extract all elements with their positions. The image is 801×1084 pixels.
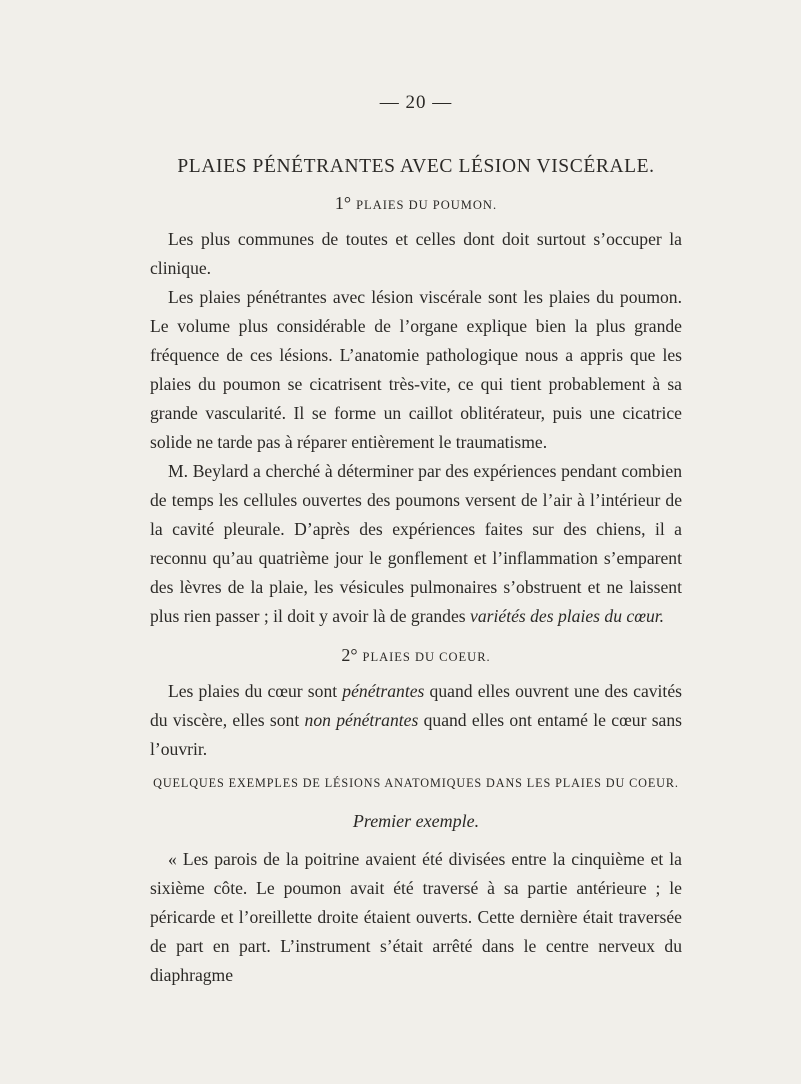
section-title: PLAIES DU POUMON. (356, 198, 498, 212)
paragraph-plaies-coeur (150, 677, 682, 764)
section-heading-coeur (150, 645, 682, 666)
section-number: 2° (341, 645, 358, 665)
paragraph-coeur-part1: Les plaies du cœur sont (168, 681, 338, 701)
paragraph-beylard-italic: variétés des plaies du cœur. (470, 606, 665, 626)
paragraph-plaies-poumon: Les plaies pénétrantes avec lésion viscérale sont les plaies du poumon. Le volume plus considérable de l’organe explique bien la plus grande fréquence de ces lésions. L’anatomie pathologique nous a appris que les plaies du poumon se cicatrisent très-vite, ce qui tient probablement à sa grande vascularité. Il se forme un caillot oblitérateur, puis une cicatrice solide ne tarde pas à réparer entièrement le traumatisme. (150, 287, 682, 452)
document-page (150, 92, 682, 990)
paragraph-coeur-part3: quand elles ont entamé le cœur sans l’ouvrir. (150, 710, 683, 759)
section-title: PLAIES DU COEUR. (362, 650, 491, 664)
paragraph-coeur-italic1: pénétrantes (342, 681, 425, 701)
paragraph-coeur-italic2: non pénétrantes (304, 710, 419, 730)
paragraph-example: « Les parois de la poitrine avaient été divisées entre la cinquième et la sixième côte. Le poumon avait été traversé à sa partie antérieure ; le péricarde et l’oreillette droite étaient ouverts. Cette dernière était traversée de part en part. L’instrument s’était arrêté dans le centre nerveux du diaphragme (150, 849, 682, 985)
paragraph-beylard-text: M. Beylard a cherché à déterminer par des expériences pendant combien de temps les cellules ouvertes des poumons versent de l’air à l’intérieur de la cavité pleurale. D’après des expériences faites sur des chiens, il a reconnu qu’au quatrième jour le gonflement et l’inflammation s’emparent des lèvres de la plaie, les vésicules pulmonaires s’obstruent et ne laissent plus rien passer ; il doit y avoir là de grandes (150, 461, 682, 626)
section-heading-poumon (150, 193, 682, 214)
examples-heading: QUELQUES EXEMPLES DE LÉSIONS ANATOMIQUES DANS LES PLAIES DU COEUR. (153, 776, 679, 790)
example-title: Premier exemple. (352, 811, 480, 831)
paragraph-clinique: Les plus communes de toutes et celles dont doit surtout s’occuper la clinique. (150, 229, 682, 278)
paragraph-beylard (150, 457, 682, 631)
chapter-title: PLAIES PÉNÉTRANTES AVEC LÉSION VISCÉRALE. (177, 156, 655, 177)
paragraph-coeur-part2: quand elles ouvrent une des cavités du viscère, elles sont (150, 681, 682, 730)
page-number: — 20 — (379, 92, 453, 113)
section-number: 1° (334, 193, 352, 213)
